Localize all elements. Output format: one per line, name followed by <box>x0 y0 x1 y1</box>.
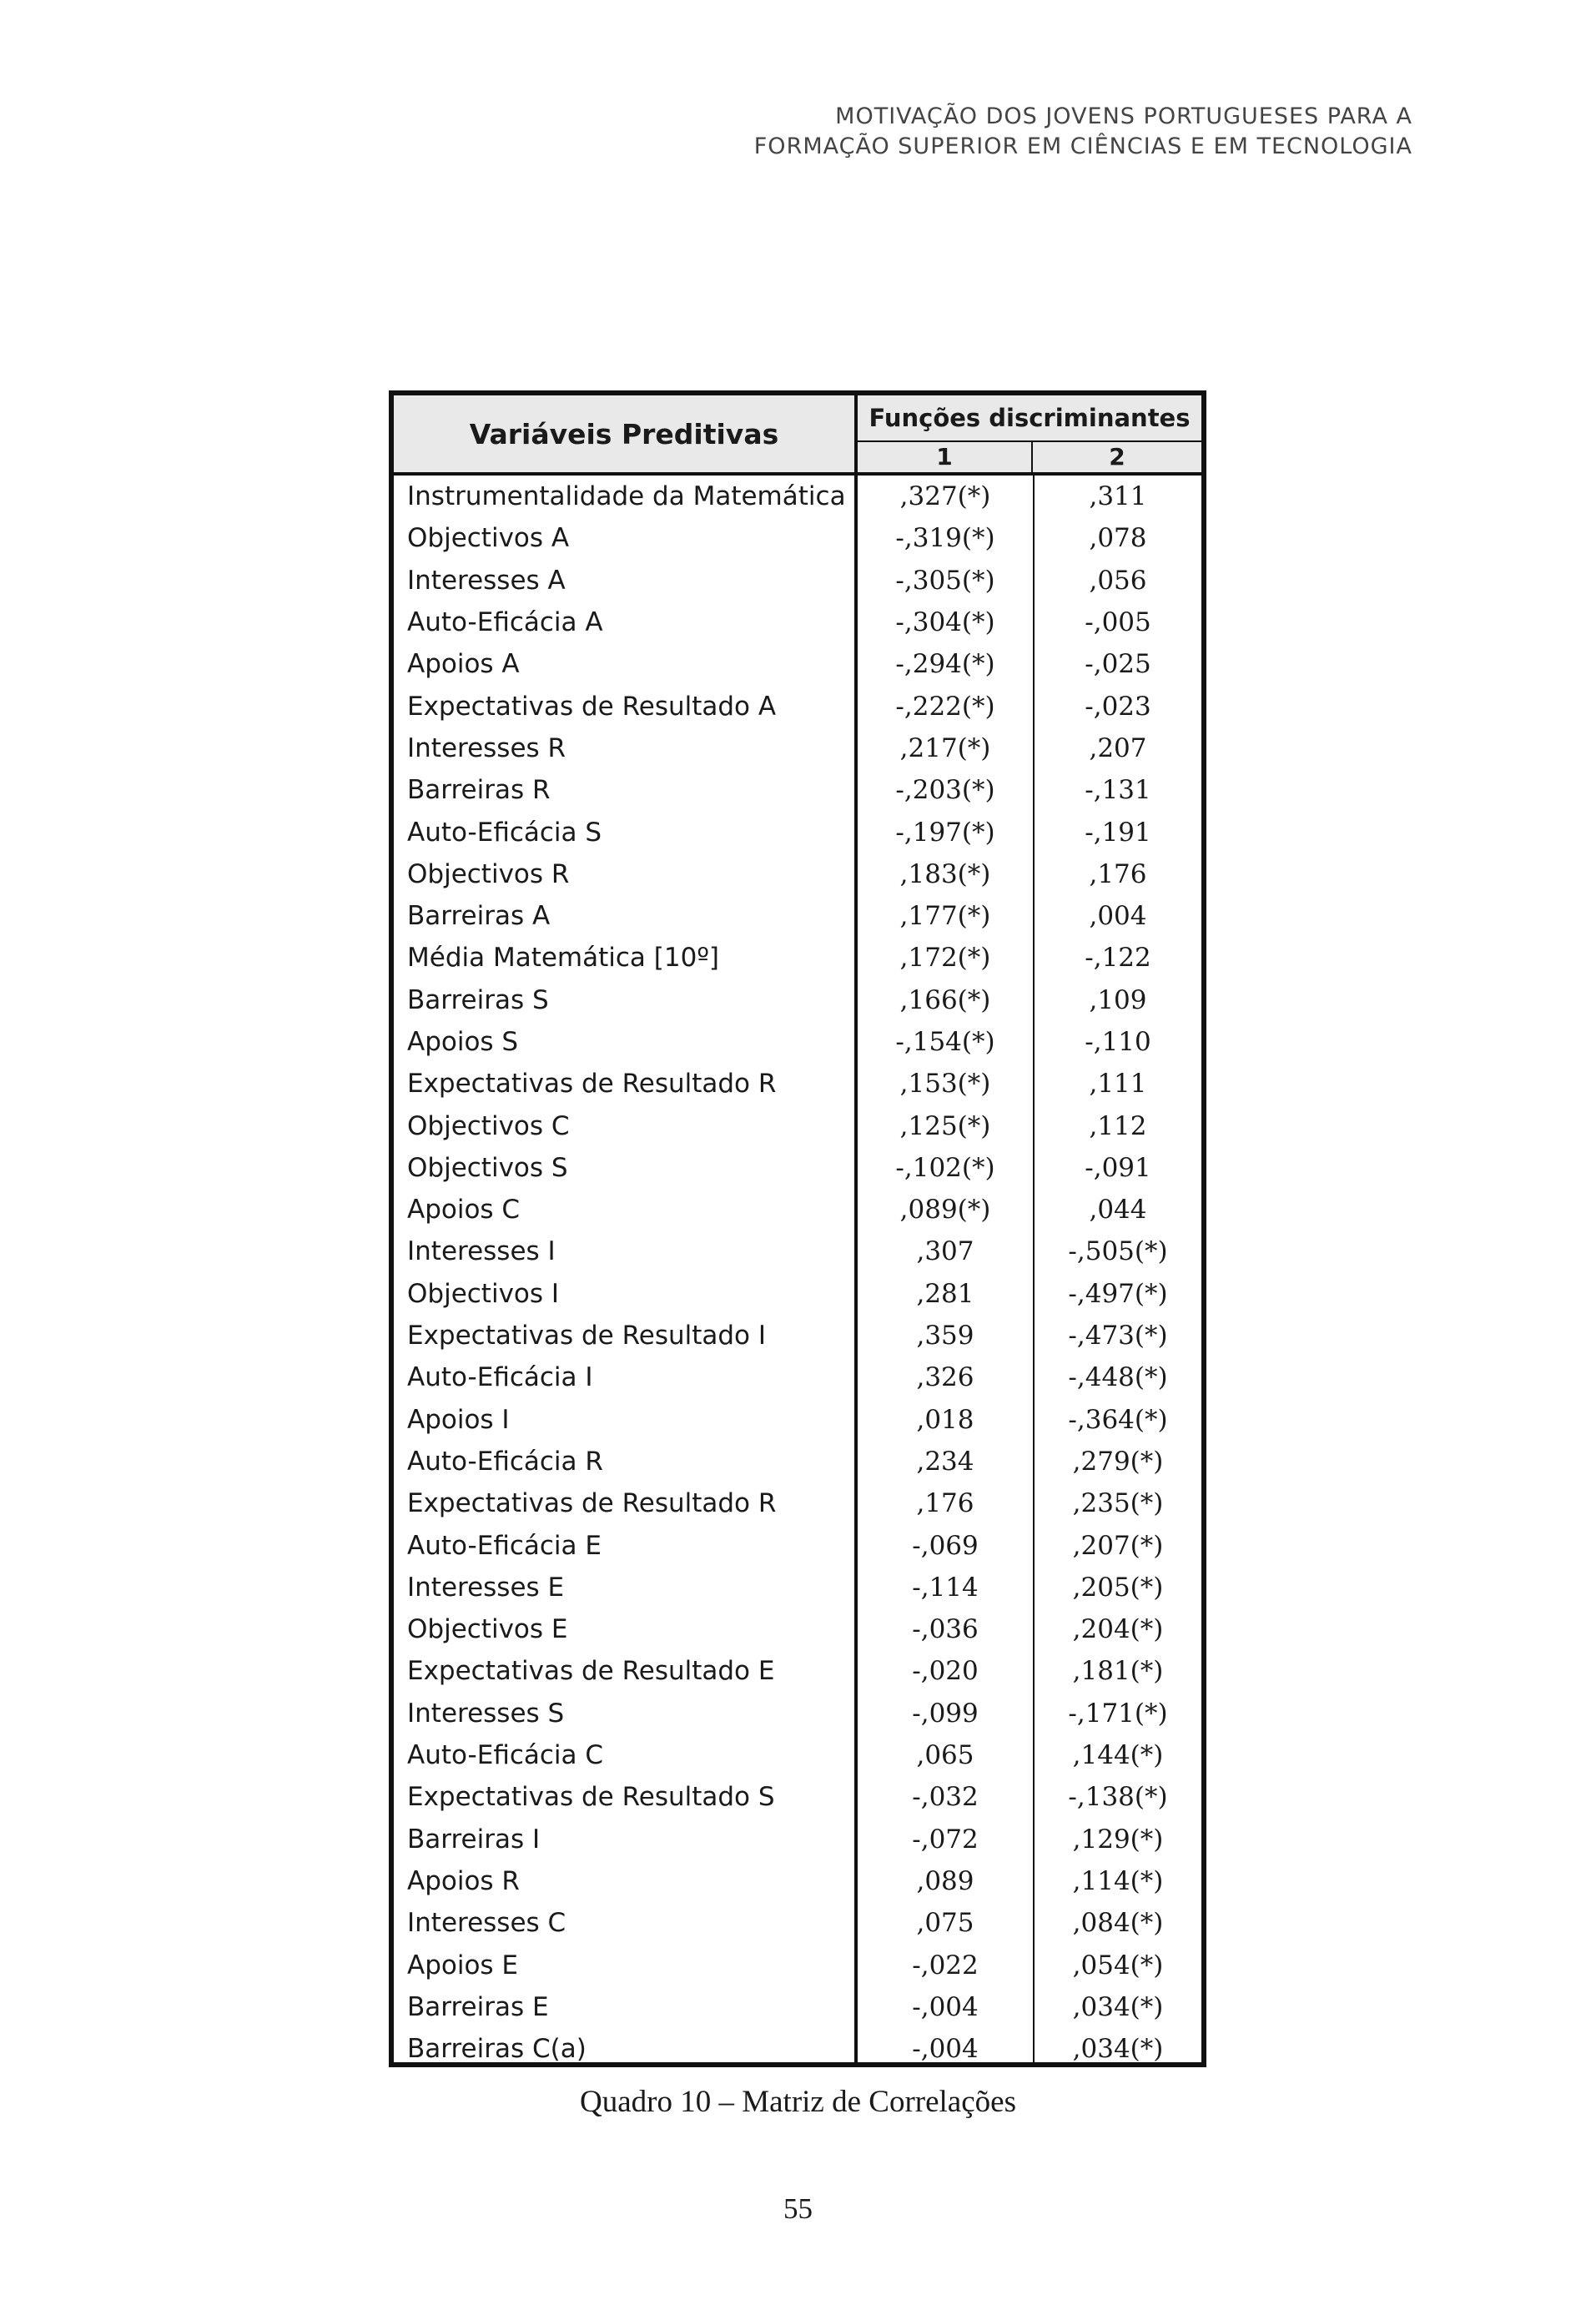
table-row <box>394 1860 1201 1902</box>
function-2-value-cell: ,111 <box>1089 1069 1147 1100</box>
table-row <box>394 1776 1201 1818</box>
table-row <box>394 1441 1201 1482</box>
variable-name-cell: Barreiras I <box>407 1824 541 1855</box>
function-2-value-cell: ,112 <box>1089 1110 1147 1141</box>
function-2-value-cell: ,279(*) <box>1072 1446 1164 1477</box>
function-2-value-cell: ,056 <box>1089 565 1147 596</box>
function-2-value-cell: ,034(*) <box>1072 2034 1164 2065</box>
function-2-value-cell: -,497(*) <box>1068 1278 1168 1309</box>
variable-name-cell: Expectativas de Resultado A <box>407 691 777 722</box>
function-1-value-cell: ,307 <box>916 1236 974 1267</box>
function-1-value-cell: -,304(*) <box>895 607 995 638</box>
page-number: 55 <box>783 2192 813 2225</box>
discriminant-functions-header <box>858 395 1201 472</box>
running-header <box>754 102 1412 162</box>
variable-name-cell: Interesses I <box>407 1236 556 1267</box>
table-row <box>394 476 1201 517</box>
function-2-value-cell: -,005 <box>1085 607 1151 638</box>
table-row <box>394 811 1201 853</box>
function-1-value-cell: -,032 <box>912 1782 979 1813</box>
variable-name-cell: Auto-Eficácia C <box>407 1740 604 1771</box>
function-2-value-cell: ,109 <box>1089 984 1147 1015</box>
function-1-value-cell: ,065 <box>916 1740 974 1771</box>
variable-name-cell: Barreiras A <box>407 901 551 932</box>
function-1-value-cell: -,020 <box>912 1656 979 1687</box>
function-2-value-cell: ,054(*) <box>1072 1950 1164 1980</box>
variable-name-cell: Interesses A <box>407 565 566 596</box>
function-2-value-cell: ,207(*) <box>1072 1530 1164 1561</box>
function-2-value-cell: -,131 <box>1085 775 1151 806</box>
function-1-value-cell: ,217(*) <box>899 732 991 763</box>
correlation-matrix-table <box>389 390 1206 2067</box>
function-2-value-cell: ,044 <box>1089 1195 1147 1225</box>
variable-name-cell: Objectivos C <box>407 1110 570 1141</box>
table-row <box>394 1147 1201 1189</box>
variable-name-cell: Apoios C <box>407 1195 521 1225</box>
function-1-value-cell: -,294(*) <box>895 649 995 680</box>
function-1-value-cell: -,203(*) <box>895 775 995 806</box>
variable-name-cell: Interesses E <box>407 1572 565 1603</box>
function-2-value-cell: ,176 <box>1089 858 1147 889</box>
table-row <box>394 937 1201 979</box>
running-header-line-1: MOTIVAÇÃO DOS JOVENS PORTUGUESES PARA A <box>835 103 1412 129</box>
variable-name-cell: Auto-Eficácia S <box>407 817 602 848</box>
variable-name-cell: Objectivos A <box>407 523 570 554</box>
variable-name-cell: Apoios E <box>407 1950 519 1980</box>
function-1-value-cell: -,072 <box>912 1824 979 1855</box>
function-1-value-cell: ,075 <box>916 1908 974 1939</box>
table-row <box>394 895 1201 937</box>
table-row <box>394 1189 1201 1231</box>
function-1-value-cell: ,183(*) <box>899 858 991 889</box>
function-1-value-cell: -,004 <box>912 1991 979 2022</box>
function-1-value-cell: -,319(*) <box>895 523 995 554</box>
function-2-value-cell: -,138(*) <box>1068 1782 1168 1813</box>
variable-name-cell: Barreiras C(a) <box>407 2034 587 2065</box>
variable-name-cell: Barreiras S <box>407 984 549 1015</box>
function-2-value-cell: ,205(*) <box>1072 1572 1164 1603</box>
function-1-value-cell: -,004 <box>912 2034 979 2065</box>
table-row <box>394 1356 1201 1398</box>
function-1-value-cell: ,125(*) <box>899 1110 991 1141</box>
variable-name-cell: Apoios A <box>407 649 520 680</box>
function-2-value-cell: ,311 <box>1089 481 1147 512</box>
table-row <box>394 1734 1201 1776</box>
variable-name-cell: Expectativas de Resultado I <box>407 1321 767 1351</box>
function-1-value-cell: ,359 <box>916 1321 974 1351</box>
variable-name-cell: Objectivos E <box>407 1614 568 1645</box>
variable-name-cell: Auto-Eficácia A <box>407 607 603 638</box>
table-row <box>394 979 1201 1021</box>
discriminant-functions-group-label: Funções discriminantes <box>858 395 1201 442</box>
variable-name-cell: Objectivos I <box>407 1278 560 1309</box>
function-2-value-cell: -,122 <box>1085 943 1151 974</box>
function-1-value-cell: ,234 <box>916 1446 974 1477</box>
variable-name-cell: Expectativas de Resultado R <box>407 1488 777 1519</box>
function-1-value-cell: ,089(*) <box>899 1195 991 1225</box>
function-1-header: 1 <box>858 440 1033 472</box>
table-row <box>394 1524 1201 1566</box>
table-row <box>394 1063 1201 1105</box>
variables-column-header: Variáveis Preditivas <box>394 395 858 472</box>
table-header-row <box>394 395 1201 476</box>
variable-name-cell: Objectivos S <box>407 1152 568 1183</box>
function-1-value-cell: -,154(*) <box>895 1027 995 1057</box>
function-1-value-cell: ,177(*) <box>899 901 991 932</box>
function-2-value-cell: ,034(*) <box>1072 1991 1164 2022</box>
function-1-value-cell: -,099 <box>912 1698 979 1729</box>
function-1-value-cell: ,018 <box>916 1404 974 1435</box>
variable-name-cell: Barreiras E <box>407 1991 549 2022</box>
function-2-value-cell: ,004 <box>1089 901 1147 932</box>
table-row <box>394 1482 1201 1524</box>
function-2-value-cell: ,144(*) <box>1072 1740 1164 1771</box>
function-1-value-cell: -,036 <box>912 1614 979 1645</box>
function-1-value-cell: -,114 <box>912 1572 979 1603</box>
variable-name-cell: Auto-Eficácia E <box>407 1530 602 1561</box>
table-row <box>394 1693 1201 1734</box>
function-1-value-cell: -,022 <box>912 1950 979 1980</box>
table-row <box>394 1273 1201 1315</box>
table-row <box>394 2028 1201 2070</box>
function-2-header: 2 <box>1109 442 1125 471</box>
table-row <box>394 1819 1201 1860</box>
table-row <box>394 1021 1201 1063</box>
table-row <box>394 1105 1201 1146</box>
variable-name-cell: Interesses R <box>407 732 566 763</box>
function-1-value-cell: ,089 <box>916 1865 974 1896</box>
function-2-value-cell: ,129(*) <box>1072 1824 1164 1855</box>
table-row <box>394 601 1201 643</box>
table-row <box>394 1231 1201 1272</box>
variable-name-cell: Expectativas de Resultado S <box>407 1782 775 1813</box>
function-1-value-cell: ,281 <box>916 1278 974 1309</box>
function-2-value-cell: -,025 <box>1085 649 1151 680</box>
table-row <box>394 1399 1201 1441</box>
function-1-value-cell: -,102(*) <box>895 1152 995 1183</box>
function-2-value-cell: -,091 <box>1085 1152 1151 1183</box>
function-1-value-cell: ,326 <box>916 1362 974 1393</box>
function-2-value-cell: ,204(*) <box>1072 1614 1164 1645</box>
function-1-value-cell: -,222(*) <box>895 691 995 722</box>
table-row <box>394 853 1201 895</box>
table-row <box>394 769 1201 811</box>
table-body <box>394 472 1201 2065</box>
function-1-value-cell: -,069 <box>912 1530 979 1561</box>
function-2-value-cell: -,448(*) <box>1068 1362 1168 1393</box>
variable-name-cell: Objectivos R <box>407 858 570 889</box>
variable-name-cell: Apoios I <box>407 1404 510 1435</box>
variable-name-cell: Interesses S <box>407 1698 565 1729</box>
variable-name-cell: Interesses C <box>407 1908 566 1939</box>
function-1-value-cell: -,305(*) <box>895 565 995 596</box>
table-row <box>394 1902 1201 1944</box>
table-row <box>394 1986 1201 2028</box>
table-row <box>394 1944 1201 1985</box>
table-row <box>394 1608 1201 1650</box>
variable-name-cell: Apoios S <box>407 1027 519 1057</box>
table-row <box>394 643 1201 685</box>
function-1-value-cell: ,166(*) <box>899 984 991 1015</box>
table-row <box>394 727 1201 769</box>
function-2-value-cell: ,181(*) <box>1072 1656 1164 1687</box>
function-2-value-cell: -,473(*) <box>1068 1321 1168 1351</box>
variable-name-cell: Auto-Eficácia R <box>407 1446 603 1477</box>
variable-name-cell: Expectativas de Resultado E <box>407 1656 775 1687</box>
table-row <box>394 1315 1201 1356</box>
table-row <box>394 1650 1201 1692</box>
table-row <box>394 560 1201 601</box>
table-row <box>394 1567 1201 1608</box>
variable-name-cell: Média Matemática [10º] <box>407 943 720 974</box>
function-2-value-cell: -,023 <box>1085 691 1151 722</box>
function-1-value-cell: ,172(*) <box>899 943 991 974</box>
variable-name-cell: Barreiras R <box>407 775 551 806</box>
variable-name-cell: Apoios R <box>407 1865 520 1896</box>
function-2-value-cell: -,505(*) <box>1068 1236 1168 1267</box>
function-2-value-cell: ,207 <box>1089 732 1147 763</box>
function-1-value-cell: ,327(*) <box>899 481 991 512</box>
function-1-value-cell: ,153(*) <box>899 1069 991 1100</box>
function-1-value-cell: -,197(*) <box>895 817 995 848</box>
table-rows <box>394 476 1201 2070</box>
function-2-value-cell: ,078 <box>1089 523 1147 554</box>
function-2-value-cell: -,171(*) <box>1068 1698 1168 1729</box>
function-2-value-cell: ,114(*) <box>1072 1865 1164 1896</box>
function-2-value-cell: -,110 <box>1085 1027 1151 1057</box>
table-caption: Quadro 10 – Matriz de Correlações <box>580 2085 1016 2119</box>
variable-name-cell: Instrumentalidade da Matemática <box>407 481 846 512</box>
function-1-value-cell: ,176 <box>916 1488 974 1519</box>
function-2-value-cell: -,364(*) <box>1068 1404 1168 1435</box>
function-2-value-cell: ,084(*) <box>1072 1908 1164 1939</box>
variable-name-cell: Expectativas de Resultado R <box>407 1069 777 1100</box>
function-2-value-cell: ,235(*) <box>1072 1488 1164 1519</box>
running-header-line-2: FORMAÇÃO SUPERIOR EM CIÊNCIAS E EM TECNOLOGIA <box>753 133 1412 159</box>
variable-name-cell: Auto-Eficácia I <box>407 1362 593 1393</box>
function-2-value-cell: -,191 <box>1085 817 1151 848</box>
table-row <box>394 685 1201 727</box>
table-row <box>394 517 1201 559</box>
